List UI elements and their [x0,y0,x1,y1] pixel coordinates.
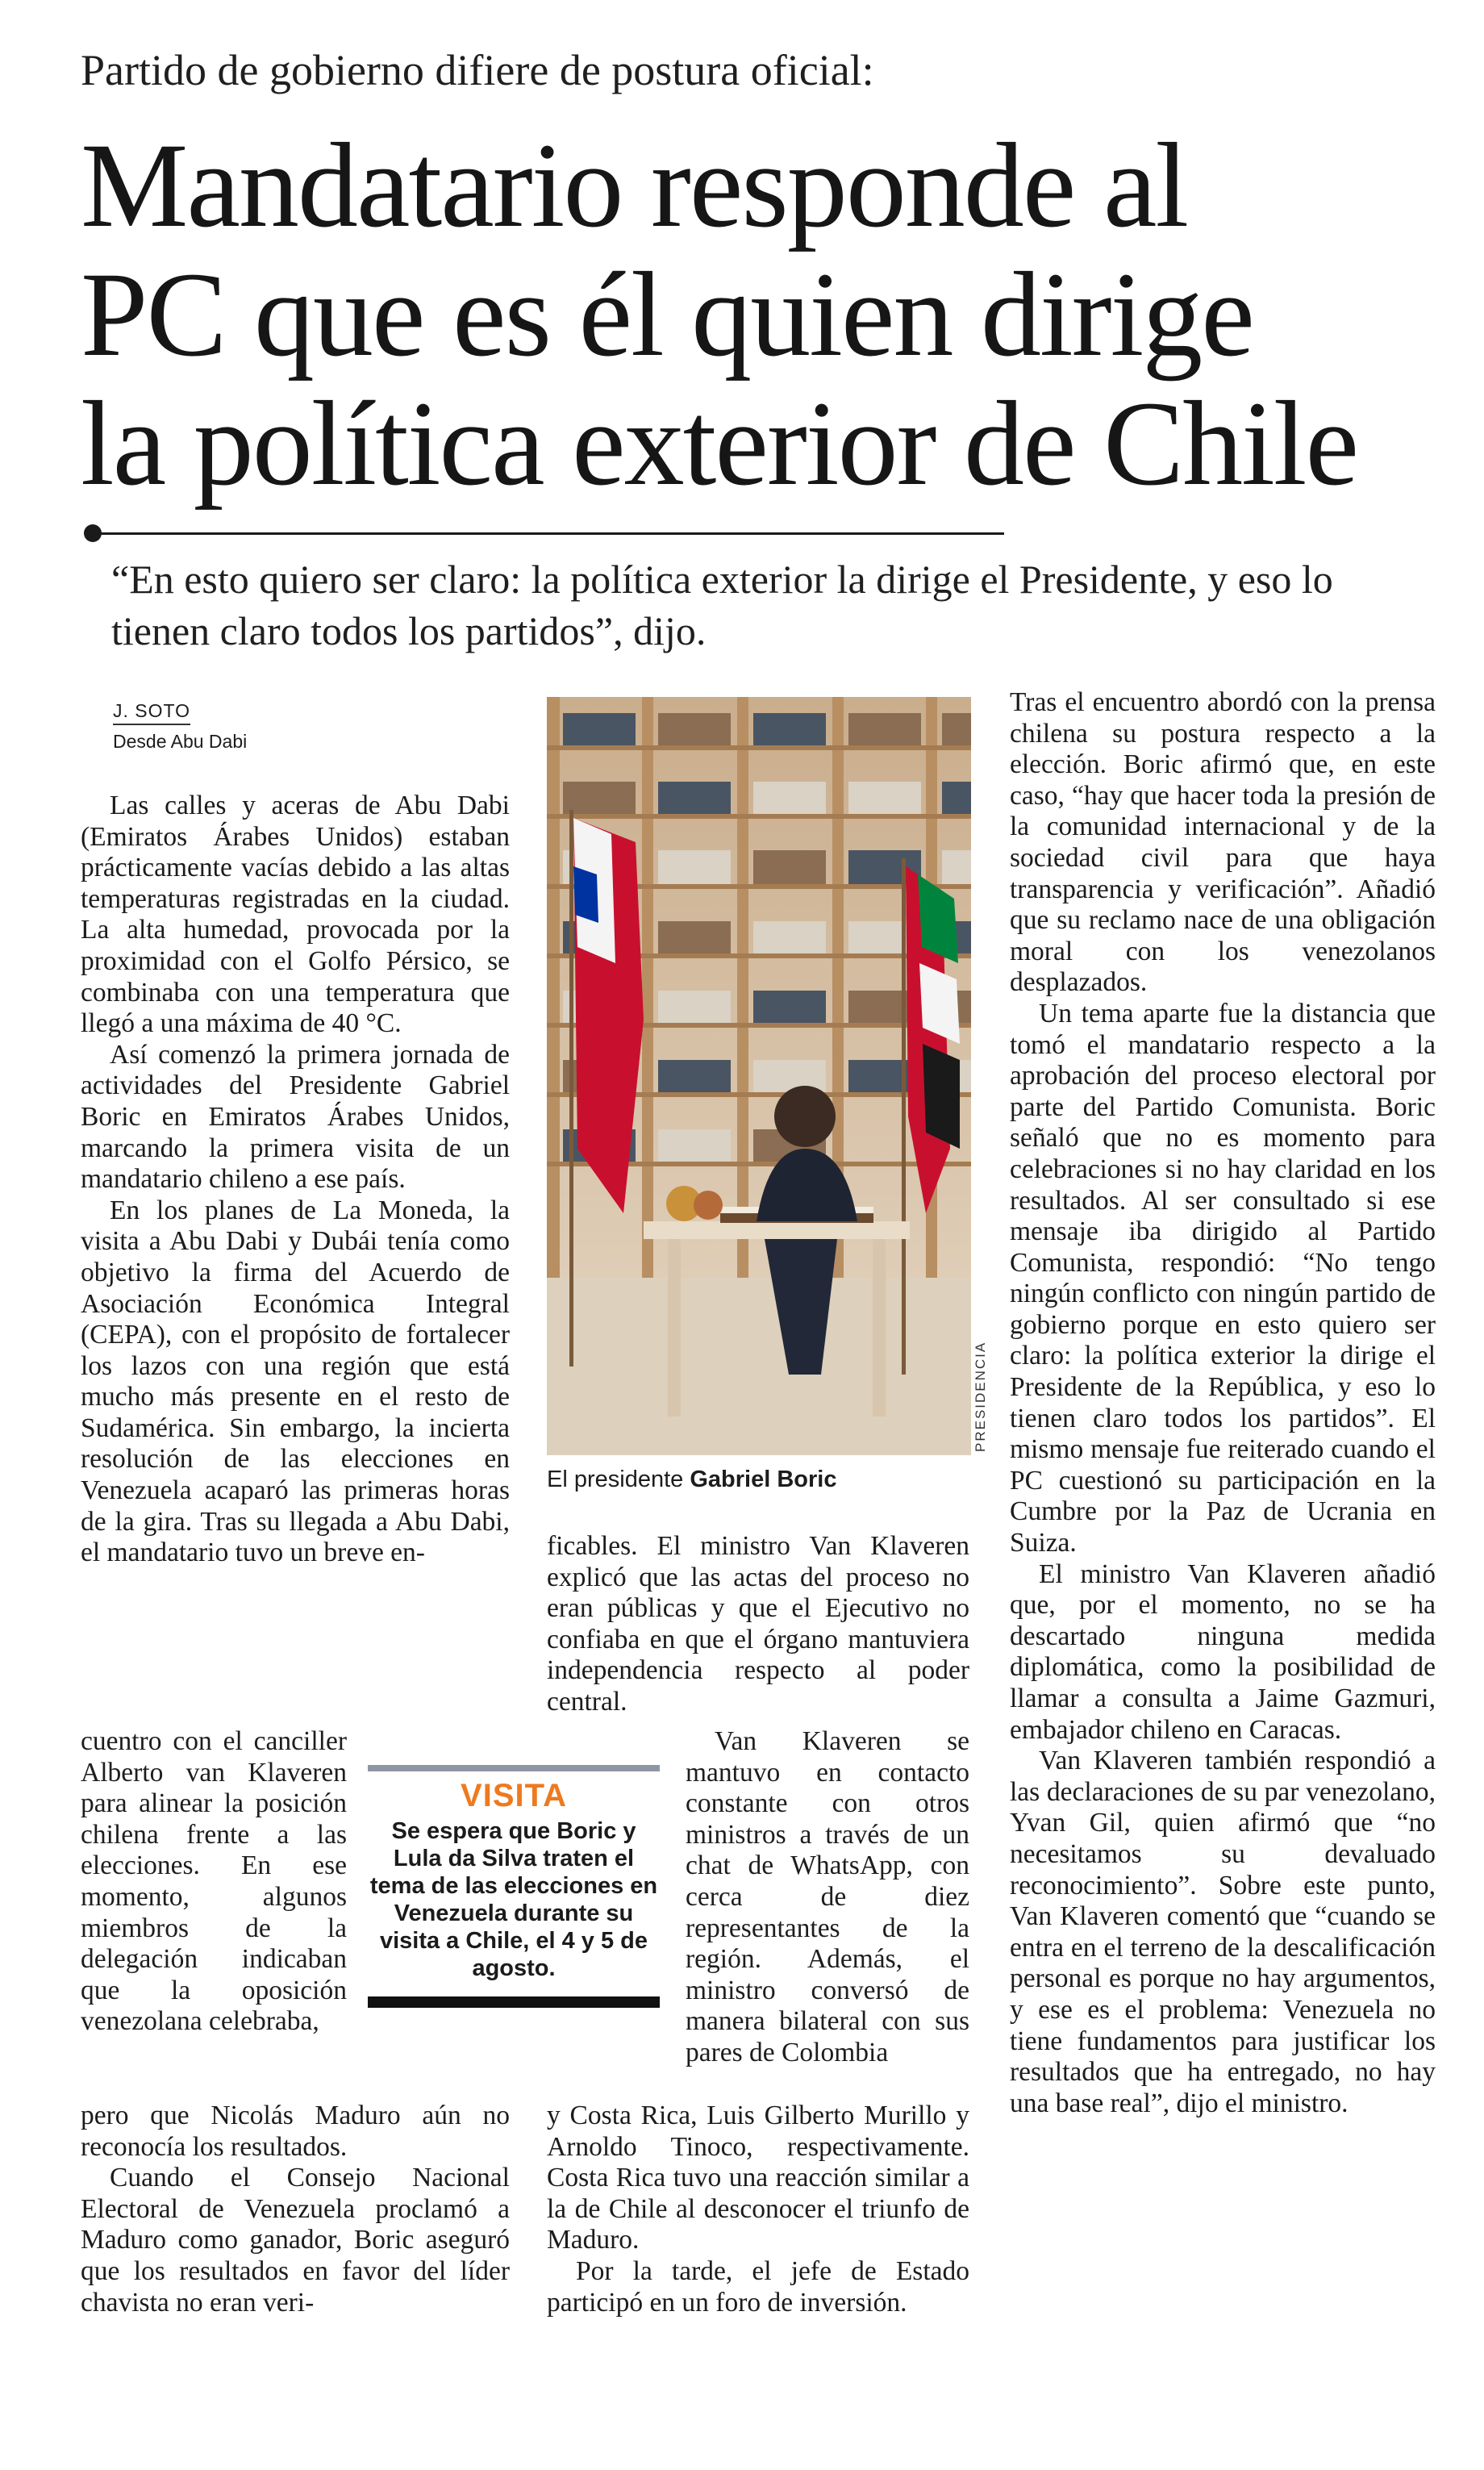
paragraph: Por la tarde, el jefe de Estado participó en un foro de inversión. [547,2255,969,2318]
paragraph: Así comenzó la primera jornada de actividades del Presidente Gabriel Boric en Emiratos Árabes Unidos, marcando la primera visita de un mandatario chileno a ese país. [81,1039,510,1195]
headline-line: la política exterior de Chile [81,377,1358,511]
byline: J. SOTO [113,700,190,725]
rule-line [93,532,1004,535]
article-photo [547,697,971,1455]
photo-caption: El presidente Gabriel Boric [547,1467,837,1492]
paragraph: pero que Nicolás Maduro aún no reconocía los resultados. [81,2101,510,2162]
sidebar-box [368,1765,660,2008]
body-column-1-wrap: cuentro con el canciller Alberto van Klaveren para alinear la posición chilena frente a las elecciones. En ese momento, algunos miembros de la delegación indicaban que la oposición venezolana celebraba, [81,1726,347,2037]
paragraph: Van Klaveren también respondió a las declaraciones de su par venezolano, Yvan Gil, quien afirmó que “no necesitamos su devaluado reconocimiento”. Sobre este punto, Van Klaveren comentó que “cuando se entra en el terreno de la descalificación personal es porque no hay argumentos, y ese es el problema: Venezuela no tiene fundamentos para justificar los resultados que ha entregado, no hay una base real”, dijo el ministro. [1010,1746,1436,2118]
paragraph: Las calles y aceras de Abu Dabi (Emiratos Árabes Unidos) estaban prácticamente vacías debido a las altas temperaturas registradas en la ciudad. La alta humedad, provocada por la proximidad con el Golfo Pérsico, se combinaba con una temperatura que llegó a una máxima de 40 °C. [81,791,510,1039]
photo-credit: PRESIDENCIA [973,1341,988,1452]
paragraph: ficables. El ministro Van Klaveren explicó que las actas del proceso no eran públicas y que el Ejecutivo no confiaba en que el órgano mantuviera independencia respecto al poder central. [547,1531,969,1717]
body-column-2-top [547,1531,969,1718]
photo-illustration [547,697,971,1455]
sidebar-text: Se espera que Boric y Lula da Silva traten el tema de las elecciones en Venezuela durante su visita a Chile, el 4 y 5 de agosto. [369,1818,658,1981]
paragraph: Cuando el Consejo Nacional Electoral de Venezuela proclamó a Maduro como ganador, Boric aseguró que los resultados en favor del líder chavista no eran veri- [81,2163,510,2318]
kicker: Partido de gobierno difiere de postura oficial: [81,46,874,94]
headline-line: PC que es él quien dirige [81,248,1253,382]
headline-line: Mandatario responde al [81,119,1188,252]
body-column-2-end [547,2101,969,2318]
sidebar-bar-bottom [368,1996,660,2008]
body-column-1 [81,791,510,1569]
deck: “En esto quiero ser claro: la política exterior la dirige el Presidente, y eso lo tienen claro todos los partidos”, dijo. [111,557,1333,653]
paragraph: Un tema aparte fue la distancia que tomó el mandatario respecto a la aprobación del proceso electoral por parte del Partido Comunista. Boric señaló que no es momento para celebraciones si no hay claridad en los resultados. Al ser consultado si ese mensaje iba dirigido al Partido Comunista, respondió: “No tengo ningún conflicto con ningún partido de gobierno porque en esto quiero ser claro: la política exterior la dirige el Presidente de la República, y eso lo tienen claro todos los partidos”. El mismo mensaje fue reiterado cuando el PC cuestionó su participación en la Cumbre por la Paz de Ucrania en Suiza. [1010,998,1436,1558]
paragraph: El ministro Van Klaveren añadió que, por el momento, no se ha descartado ninguna medida diplomática, como la posibilidad de llamar a consulta a Jaime Gazmuri, embajador chileno en Caracas. [1010,1558,1436,1745]
sidebar-bar-top [368,1765,660,1771]
headline [81,119,1436,511]
dateline: Desde Abu Dabi [113,731,248,752]
paragraph: En los planes de La Moneda, la visita a Abu Dabi y Dubái tenía como objetivo la firma del Acuerdo de Asociación Económica Integral (CEPA), con el propósito de fortalecer los lazos con una región que está mucho más presente en el resto de Sudamérica. Sin embargo, la incierta resolución de las elecciones en Venezuela acaparó las primeras horas de la gira. Tras su llegada a Abu Dabi, el mandatario tuvo un breve en- [81,1195,510,1568]
body-column-1-end [81,2101,510,2318]
body-column-3 [1010,687,1436,2119]
paragraph: y Costa Rica, Luis Gilberto Murillo y Arnoldo Tinoco, respectivamente. Costa Rica tuvo una reacción similar a la de Chile al desconocer el triunfo de Maduro. [547,2101,969,2255]
body-column-2-wrap: Van Klaveren se mantuvo en contacto constante con otros ministros a través de un chat de WhatsApp, con cerca de diez representantes de la región. Además, el ministro conversó de manera bilateral con sus pares de Colombia [686,1726,969,2067]
sidebar-title: VISITA [461,1778,567,1813]
paragraph: Tras el encuentro abordó con la prensa chilena su postura respecto a la elección. Boric afirmó que, en este caso, “hay que hacer toda la presión de la comunidad internacional y de la sociedad civil para que haya transparencia y verificación”. Añadió que su reclamo nace de una obligación moral con los venezolanos desplazados. [1010,687,1436,998]
